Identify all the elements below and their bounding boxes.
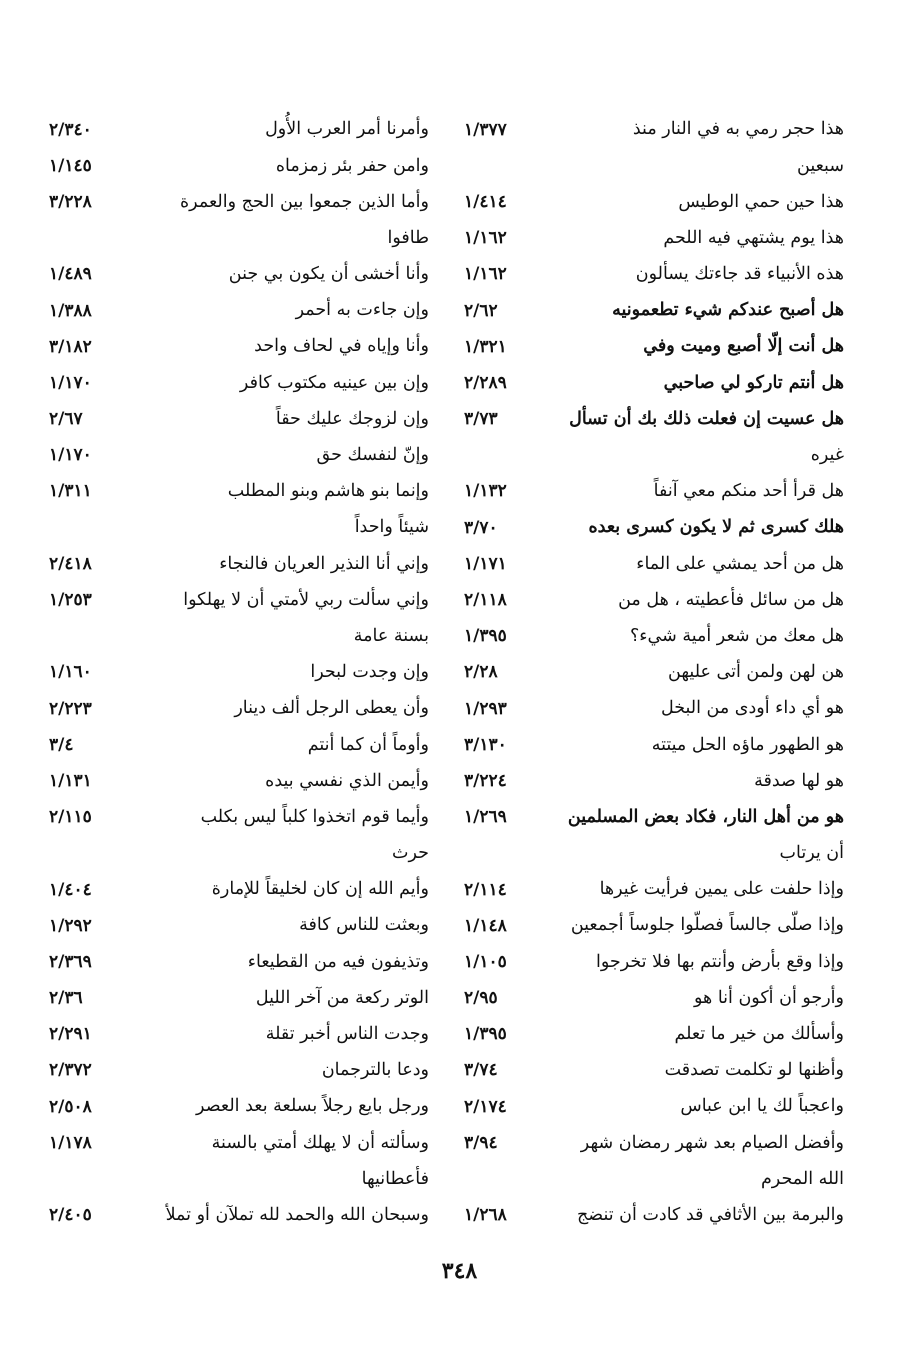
- entry-reference: ١/١٦٠: [49, 662, 92, 683]
- index-entry: [464, 474, 844, 510]
- entry-reference: ٢/١١٨: [464, 590, 507, 611]
- entry-text: ودعا بالترجمان: [321, 1060, 429, 1081]
- entry-text: وإني أنا النذير العريان فالنجاء: [219, 553, 429, 574]
- index-entry: [464, 1161, 844, 1197]
- entry-reference: ٢/٤٠٥: [49, 1205, 92, 1226]
- entry-text: بسنة عامة: [353, 625, 429, 646]
- entry-reference: ١/١٤٥: [49, 155, 92, 176]
- entry-reference: ٢/٢٢٣: [49, 698, 92, 719]
- entry-text: وأيمن الذي نفسي بيده: [265, 770, 429, 791]
- index-entry: [49, 800, 429, 836]
- entry-text: سبعين: [797, 155, 844, 176]
- index-entry: [49, 655, 429, 691]
- index-entry: [464, 365, 844, 401]
- entry-text: هل أنت إلّا أصبع وميت وفي: [643, 336, 844, 357]
- entry-text: وامن حفر بئر زمزماه: [275, 155, 429, 176]
- entry-text: ورجل بايع رجلاً بسلعة بعد العصر: [196, 1096, 429, 1117]
- index-entry: [49, 221, 429, 257]
- entry-reference: ١/٢٩٢: [49, 915, 92, 936]
- entry-text: وإذا وقع بأرض وأنتم بها فلا تخرجوا: [595, 951, 844, 972]
- page-number: ٣٤٨: [441, 1258, 478, 1284]
- entry-reference: ٣/٢٢٤: [464, 770, 507, 791]
- entry-text: غيره: [810, 445, 844, 466]
- entry-reference: ٢/٢٩١: [49, 1024, 92, 1045]
- index-entry: [464, 293, 844, 329]
- index-entry: [49, 112, 429, 148]
- index-column-right: [464, 112, 844, 1234]
- entry-reference: ١/٢٦٩: [464, 807, 507, 828]
- entry-text: الوتر ركعة من آخر الليل: [255, 987, 429, 1008]
- entry-text: وأرجو أن أكون أنا هو: [693, 987, 844, 1008]
- entry-text: حرث: [392, 843, 429, 864]
- entry-text: وإن وجدت لبحرا: [310, 662, 429, 683]
- entry-reference: ١/٤٨٩: [49, 264, 92, 285]
- entry-reference: ٢/٣٦: [49, 988, 83, 1009]
- entry-text: والبرمة بين الأثافي قد كادت أن تنضج: [576, 1204, 844, 1225]
- entry-reference: ٣/١٣٠: [464, 734, 507, 755]
- index-entry: [464, 582, 844, 618]
- index-entry: [464, 908, 844, 944]
- entry-reference: ١/١٣١: [49, 770, 92, 791]
- index-entry: [464, 546, 844, 582]
- entry-text: وإذا حلفت على يمين فرأيت غيرها: [599, 879, 844, 900]
- entry-reference: ٢/٣٧٢: [49, 1060, 92, 1081]
- entry-reference: ١/٣٢١: [464, 336, 507, 357]
- entry-reference: ١/٢٥٣: [49, 590, 92, 611]
- index-column-left: [49, 112, 429, 1234]
- entry-text: وأفضل الصيام بعد شهر رمضان شهر: [580, 1132, 844, 1153]
- index-entry: [49, 184, 429, 220]
- index-entry: [464, 329, 844, 365]
- entry-text: وأن يعطى الرجل ألف دينار: [234, 698, 429, 719]
- entry-text: وإنما بنو هاشم وبنو المطلب: [227, 481, 429, 502]
- entry-text: وأوماً أن كما أنتم: [307, 734, 429, 755]
- index-entry: [464, 112, 844, 148]
- index-entry: [49, 1198, 429, 1234]
- index-entry: [464, 184, 844, 220]
- entry-text: وإنّ لنفسك حق: [316, 445, 429, 466]
- entry-reference: ١/٣٨٨: [49, 300, 92, 321]
- entry-text: واعجباً لك يا ابن عباس: [680, 1096, 844, 1117]
- entry-text: هن لهن ولمن أتى عليهن: [668, 662, 844, 683]
- entry-reference: ١/١٣٢: [464, 481, 507, 502]
- index-entry: [49, 474, 429, 510]
- entry-reference: ٣/٧٣: [464, 409, 498, 430]
- entry-text: وأمرنا أمر العرب الأُول: [265, 119, 429, 140]
- entry-text: هو الطهور ماؤه الحل ميتته: [651, 734, 844, 755]
- entry-reference: ١/١٠٥: [464, 951, 507, 972]
- entry-text: وأظنها لو تكلمت تصدقت: [664, 1060, 844, 1081]
- index-entry: [49, 257, 429, 293]
- index-entry: [49, 1125, 429, 1161]
- entry-text: هو أي داء أودى من البخل: [660, 698, 844, 719]
- entry-reference: ٢/٩٥: [464, 988, 498, 1009]
- entry-text: فأعطانيها: [361, 1168, 429, 1189]
- entry-text: وأما الذين جمعوا بين الحج والعمرة: [180, 191, 429, 212]
- index-entry: [49, 402, 429, 438]
- index-entry: [49, 1017, 429, 1053]
- index-entry: [464, 836, 844, 872]
- entry-reference: ٢/٤١٨: [49, 553, 92, 574]
- index-entry: [49, 329, 429, 365]
- entry-reference: ٢/٦٧: [49, 409, 83, 430]
- entry-reference: ١/١٤٨: [464, 915, 507, 936]
- entry-text: هل عسيت إن فعلت ذلك بك أن تسأل: [569, 408, 844, 429]
- index-entry: [464, 619, 844, 655]
- entry-text: وإني سألت ربي لأمتي أن لا يهلكوا: [183, 589, 429, 610]
- entry-text: وأيم الله إن كان لخليقاً للإمارة: [211, 879, 429, 900]
- entry-reference: ١/٢٦٨: [464, 1205, 507, 1226]
- index-entry: [464, 691, 844, 727]
- entry-reference: ١/١٧٠: [49, 372, 92, 393]
- index-entry: [464, 438, 844, 474]
- entry-text: وأسألك من خير ما تعلم: [674, 1024, 844, 1045]
- entry-text: هذا حين حمي الوطيس: [678, 191, 844, 212]
- index-entry: [49, 1089, 429, 1125]
- entry-reference: ٣/٩٤: [464, 1132, 498, 1153]
- index-entry: [49, 727, 429, 763]
- entry-text: وسألته أن لا يهلك أمتي بالسنة: [211, 1132, 429, 1153]
- entry-text: هلك كسرى ثم لا يكون كسرى بعده: [588, 517, 844, 538]
- index-entry: [49, 293, 429, 329]
- index-entry: [464, 655, 844, 691]
- entry-text: وإن بين عينيه مكتوب كافر: [239, 372, 429, 393]
- entry-text: أن يرتاب: [779, 843, 844, 864]
- index-entry: [464, 221, 844, 257]
- index-entry: [464, 872, 844, 908]
- entry-text: هل قرأ أحد منكم معي آنفاً: [653, 481, 844, 502]
- entry-text: وأيما قوم اتخذوا كلباً ليس بكلب: [200, 806, 429, 827]
- index-entry: [464, 1198, 844, 1234]
- entry-text: وتذيفون فيه من القطيعاء: [247, 951, 429, 972]
- index-entry: [49, 944, 429, 980]
- entry-reference: ١/٣١١: [49, 481, 92, 502]
- entry-text: وأنا أخشى أن يكون بي جنن: [228, 264, 429, 285]
- entry-text: وسبحان الله والحمد لله تملآن أو تملأ: [165, 1204, 429, 1225]
- entry-text: هل أنتم تاركو لي صاحبي: [663, 372, 844, 393]
- entry-text: وأنا وإياه في لحاف واحد: [254, 336, 429, 357]
- entry-text: هو لها صدقة: [754, 770, 844, 791]
- entry-text: شيئاً واحداً: [354, 517, 429, 538]
- entry-text: وجدت الناس أخبر تقلة: [265, 1024, 429, 1045]
- index-entry: [464, 1017, 844, 1053]
- entry-reference: ١/١٧٨: [49, 1132, 92, 1153]
- index-entry: [49, 836, 429, 872]
- index-entry: [464, 1089, 844, 1125]
- entry-reference: ٢/٢٨: [464, 662, 498, 683]
- entry-text: هذا حجر رمي به في النار منذ: [632, 119, 844, 140]
- entry-text: الله المحرم: [760, 1168, 844, 1189]
- index-entry: [49, 872, 429, 908]
- index-entry: [49, 148, 429, 184]
- entry-reference: ١/٣٩٥: [464, 626, 507, 647]
- entry-text: هل من سائل فأعطيته ، هل من: [618, 589, 844, 610]
- entry-reference: ١/٤١٤: [464, 191, 507, 212]
- index-entry: [49, 365, 429, 401]
- index-entry: [49, 510, 429, 546]
- entry-reference: ٣/١٨٢: [49, 336, 92, 357]
- entry-reference: ١/١٦٢: [464, 264, 507, 285]
- index-entry: [464, 763, 844, 799]
- entry-reference: ٢/٦٢: [464, 300, 498, 321]
- index-entry: [49, 546, 429, 582]
- index-entry: [464, 800, 844, 836]
- index-entry: [49, 1161, 429, 1197]
- entry-text: وبعثت للناس كافة: [299, 915, 429, 936]
- entry-reference: ١/١٧١: [464, 553, 507, 574]
- entry-reference: ٣/٤: [49, 734, 74, 755]
- index-entry: [464, 402, 844, 438]
- index-entry: [464, 1053, 844, 1089]
- index-entry: [49, 582, 429, 618]
- entry-text: هل معك من شعر أمية شيء؟: [630, 625, 844, 646]
- entry-text: هل أصبح عندكم شيء تطعمونيه: [612, 300, 844, 321]
- index-entry: [49, 691, 429, 727]
- entry-reference: ٣/٧٤: [464, 1060, 498, 1081]
- index-entry: [464, 148, 844, 184]
- index-entry: [464, 981, 844, 1017]
- index-entry: [49, 763, 429, 799]
- index-entry: [49, 438, 429, 474]
- entry-text: وإذا صلّى جالساً فصلّوا جلوساً أجمعين: [570, 915, 844, 936]
- index-entry: [49, 908, 429, 944]
- entry-text: هذه الأنبياء قد جاءتك يسألون: [635, 264, 844, 285]
- entry-reference: ٢/٢٨٩: [464, 372, 507, 393]
- entry-reference: ٢/٣٦٩: [49, 951, 92, 972]
- entry-text: هل من أحد يمشي على الماء: [636, 553, 844, 574]
- index-entry: [49, 619, 429, 655]
- entry-reference: ٢/١٧٤: [464, 1096, 507, 1117]
- entry-reference: ١/٢٩٣: [464, 698, 507, 719]
- entry-text: هذا يوم يشتهي فيه اللحم: [663, 227, 844, 248]
- index-entry: [49, 981, 429, 1017]
- index-entry: [464, 257, 844, 293]
- entry-reference: ١/١٧٠: [49, 445, 92, 466]
- entry-reference: ٢/١١٥: [49, 807, 92, 828]
- entry-text: طافوا: [387, 227, 429, 248]
- entry-text: وإن لزوجك عليك حقاً: [275, 408, 429, 429]
- entry-reference: ٢/٣٤٠: [49, 119, 92, 140]
- entry-reference: ٣/٢٢٨: [49, 191, 92, 212]
- index-entry: [464, 510, 844, 546]
- entry-reference: ١/٤٠٤: [49, 879, 92, 900]
- index-entry: [464, 1125, 844, 1161]
- index-entry: [464, 727, 844, 763]
- entry-reference: ٢/١١٤: [464, 879, 507, 900]
- index-entry: [49, 1053, 429, 1089]
- index-entry: [464, 944, 844, 980]
- entry-reference: ٣/٧٠: [464, 517, 498, 538]
- entry-reference: ١/١٦٢: [464, 228, 507, 249]
- entry-reference: ١/٣٧٧: [464, 119, 507, 140]
- entry-reference: ١/٣٩٥: [464, 1024, 507, 1045]
- entry-reference: ٢/٥٠٨: [49, 1096, 92, 1117]
- entry-text: وإن جاءت به أحمر: [295, 300, 429, 321]
- entry-text: هو من أهل النار، فكاد بعض المسلمين: [567, 806, 844, 827]
